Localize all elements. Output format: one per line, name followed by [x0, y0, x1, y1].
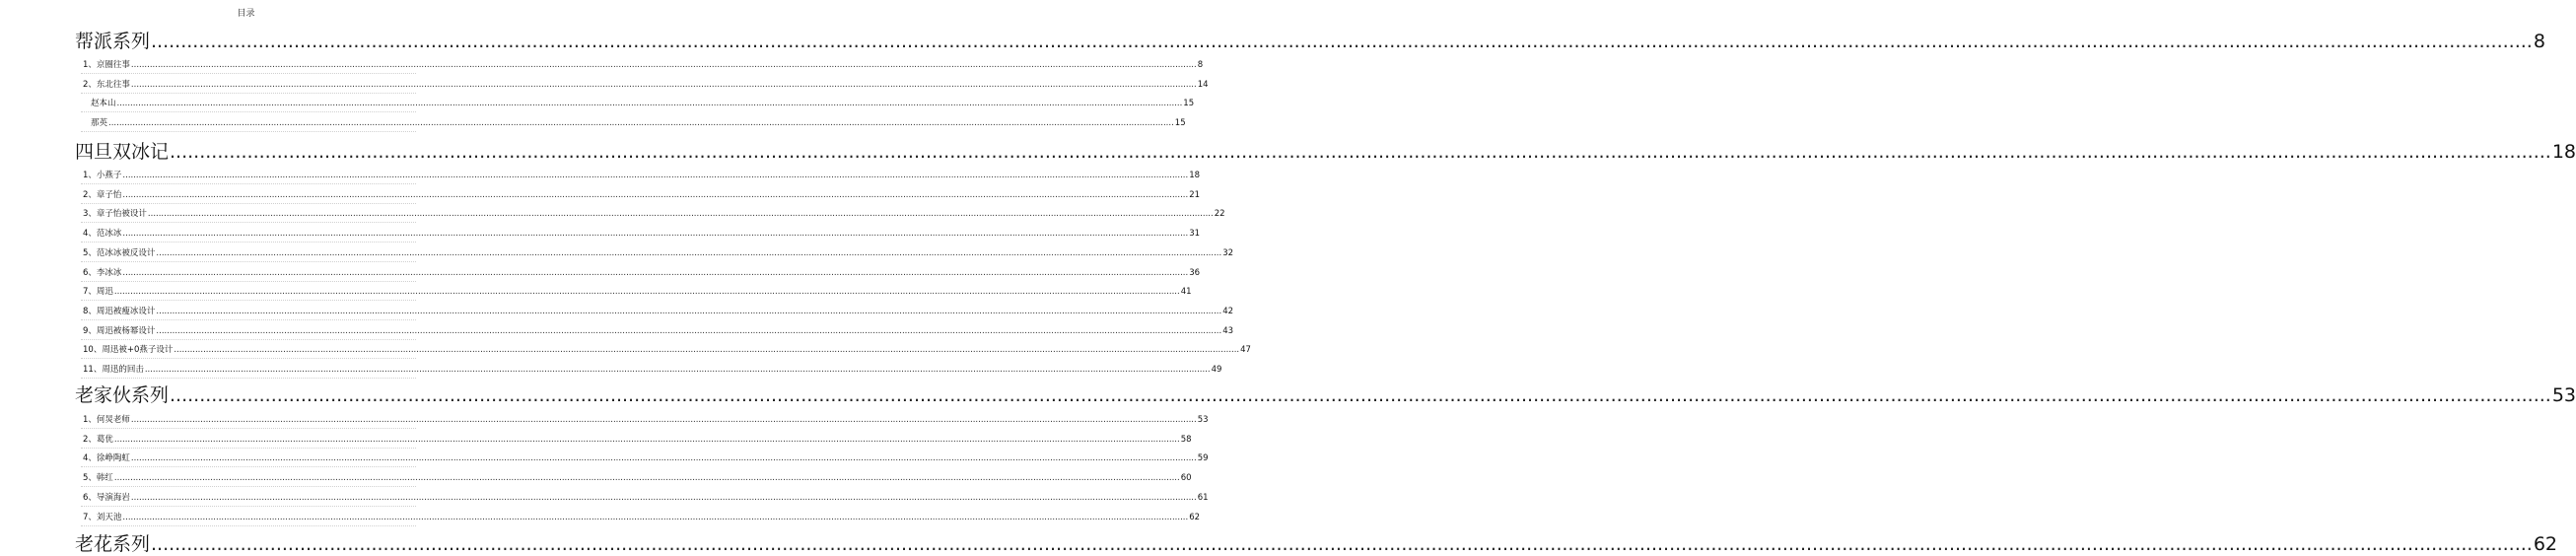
toc-entry-label: 5、范冰冰被反设计	[83, 247, 156, 258]
row-separator	[81, 300, 416, 301]
toc-entry-label: 3、章子怡被设计	[83, 209, 147, 220]
page-number: 18	[2551, 141, 2576, 163]
dot-leader: ................................................................................................................................................................................................................................................................................................................................................................................................................	[170, 141, 2551, 163]
toc-entry[interactable]	[83, 227, 1201, 241]
page-header: 目录	[237, 9, 255, 19]
page-number: 53	[1197, 415, 1209, 425]
row-separator	[81, 261, 416, 262]
toc-entry[interactable]	[83, 413, 1209, 427]
page-number: 59	[1197, 453, 1209, 464]
toc-entry-label: 2、东北往事	[83, 79, 130, 90]
toc-entry[interactable]	[83, 246, 1234, 260]
row-separator	[81, 131, 416, 132]
dot-leader: ................................................................................................................................................................................................................................................................................................................................................................................................................	[174, 345, 1240, 356]
toc-entry[interactable]	[83, 305, 1234, 318]
page-number: 42	[1222, 306, 1234, 316]
toc-entry-label: 1、京圈往事	[83, 60, 130, 70]
toc-entry[interactable]	[83, 363, 1222, 377]
page-number: 53	[2551, 384, 2576, 406]
toc-entry[interactable]	[83, 285, 1192, 299]
toc-entry-label: 那英	[91, 118, 108, 129]
toc-entry-label: 1、何炅老师	[83, 415, 130, 425]
dot-leader: ................................................................................................................................................................................................................................................................................................................................................................................................................	[156, 325, 1222, 336]
dot-leader: ................................................................................................................................................................................................................................................................................................................................................................................................................	[130, 492, 1197, 503]
toc-section-title: 四旦双冰记	[75, 141, 170, 163]
row-separator	[81, 525, 416, 526]
toc-entry-label: 4、范冰冰	[83, 229, 122, 240]
dot-leader: ................................................................................................................................................................................................................................................................................................................................................................................................................	[170, 384, 2551, 406]
toc-entry-label: 1、小燕子	[83, 171, 122, 180]
page-number: 8	[1197, 60, 1204, 70]
row-separator	[81, 183, 416, 184]
toc-entry[interactable]	[83, 491, 1209, 505]
row-separator	[81, 73, 416, 74]
toc-entry-label: 赵本山	[91, 99, 116, 109]
dot-leader: ................................................................................................................................................................................................................................................................................................................................................................................................................	[156, 247, 1222, 258]
dot-leader: ................................................................................................................................................................................................................................................................................................................................................................................................................	[122, 189, 1189, 200]
dot-leader: ................................................................................................................................................................................................................................................................................................................................................................................................................	[122, 229, 1189, 240]
page-number: 62	[1189, 512, 1201, 522]
row-separator	[81, 378, 416, 379]
toc-entry-label: 8、周迅被瘦冰设计	[83, 306, 156, 316]
dot-leader: ................................................................................................................................................................................................................................................................................................................................................................................................................	[130, 60, 1197, 70]
toc-section-entry[interactable]	[75, 137, 2576, 163]
row-separator	[81, 358, 416, 359]
row-separator	[81, 486, 416, 487]
row-separator	[81, 111, 416, 112]
toc-entry[interactable]	[83, 471, 1192, 485]
toc-entry-label: 2、章子怡	[83, 189, 122, 200]
page-number: 43	[1222, 325, 1234, 336]
toc-section-entry[interactable]	[75, 381, 2576, 406]
dot-leader: ................................................................................................................................................................................................................................................................................................................................................................................................................	[122, 171, 1189, 180]
toc-entry[interactable]	[83, 266, 1201, 280]
page-number: 8	[2533, 31, 2545, 52]
toc-entry-label: 7、周迅	[83, 287, 113, 298]
toc-entry[interactable]	[91, 97, 1195, 110]
row-separator	[81, 319, 416, 320]
dot-leader: ................................................................................................................................................................................................................................................................................................................................................................................................................	[156, 306, 1222, 316]
row-separator	[81, 506, 416, 507]
page-number: 15	[1183, 99, 1195, 109]
dot-leader: ................................................................................................................................................................................................................................................................................................................................................................................................................	[130, 415, 1197, 425]
dot-leader: ................................................................................................................................................................................................................................................................................................................................................................................................................	[113, 434, 1180, 445]
page-number: 22	[1214, 209, 1225, 220]
dot-leader: ................................................................................................................................................................................................................................................................................................................................................................................................................	[151, 31, 2533, 52]
page-number: 61	[1197, 492, 1209, 503]
toc-entry-label: 9、周迅被杨幂设计	[83, 325, 156, 336]
toc-entry[interactable]	[83, 452, 1209, 465]
toc-section-title: 老花系列	[75, 533, 151, 555]
toc-entry[interactable]	[83, 343, 1251, 357]
page-number: 15	[1174, 118, 1186, 129]
toc-section-entry[interactable]	[75, 27, 2545, 52]
dot-leader: ................................................................................................................................................................................................................................................................................................................................................................................................................	[130, 453, 1197, 464]
dot-leader: ................................................................................................................................................................................................................................................................................................................................................................................................................	[108, 118, 1174, 129]
toc-entry[interactable]	[83, 433, 1192, 447]
row-separator	[81, 466, 416, 467]
dot-leader: ................................................................................................................................................................................................................................................................................................................................................................................................................	[147, 209, 1214, 220]
toc-section-title: 帮派系列	[75, 31, 151, 52]
row-separator	[81, 448, 416, 449]
dot-leader: ................................................................................................................................................................................................................................................................................................................................................................................................................	[122, 512, 1189, 522]
dot-leader: ................................................................................................................................................................................................................................................................................................................................................................................................................	[151, 533, 2533, 555]
toc-entry[interactable]	[91, 116, 1186, 130]
row-separator	[81, 242, 416, 243]
row-separator	[81, 222, 416, 223]
row-separator	[81, 428, 416, 429]
page-number: 32	[1222, 247, 1234, 258]
toc-entry-label: 6、李冰冰	[83, 267, 122, 278]
page-number: 31	[1189, 229, 1201, 240]
dot-leader: ................................................................................................................................................................................................................................................................................................................................................................................................................	[116, 99, 1183, 109]
toc-entry[interactable]	[83, 169, 1201, 182]
toc-entry[interactable]	[83, 511, 1201, 524]
toc-entry-label: 10、周迅被+0燕子设计	[83, 345, 174, 356]
toc-entry[interactable]	[83, 188, 1201, 202]
toc-entry[interactable]	[83, 324, 1234, 338]
toc-section-entry[interactable]	[75, 529, 2558, 555]
page-number: 36	[1189, 267, 1201, 278]
dot-leader: ................................................................................................................................................................................................................................................................................................................................................................................................................	[113, 287, 1180, 298]
row-separator	[81, 339, 416, 340]
dot-leader: ................................................................................................................................................................................................................................................................................................................................................................................................................	[113, 473, 1180, 484]
page-number: 14	[1197, 79, 1209, 90]
dot-leader: ................................................................................................................................................................................................................................................................................................................................................................................................................	[130, 79, 1197, 90]
page-number: 62	[2533, 533, 2558, 555]
toc-entry[interactable]	[83, 58, 1204, 72]
toc-entry-label: 6、导演海岩	[83, 492, 130, 503]
toc-entry-label: 2、葛优	[83, 434, 113, 445]
toc-entry-label: 11、周迅的回击	[83, 365, 144, 375]
row-separator	[81, 281, 416, 282]
dot-leader: ................................................................................................................................................................................................................................................................................................................................................................................................................	[144, 365, 1211, 375]
toc-entry-label: 5、韩红	[83, 473, 113, 484]
page-number: 47	[1240, 345, 1251, 356]
toc-entry[interactable]	[83, 207, 1225, 221]
row-separator	[81, 93, 416, 94]
dot-leader: ................................................................................................................................................................................................................................................................................................................................................................................................................	[122, 267, 1189, 278]
row-separator	[81, 203, 416, 204]
page-number: 21	[1189, 189, 1201, 200]
page-number: 60	[1180, 473, 1192, 484]
page-number: 49	[1211, 365, 1222, 375]
page-number: 18	[1189, 171, 1201, 180]
toc-entry-label: 7、刘天池	[83, 512, 122, 522]
page-number: 58	[1180, 434, 1192, 445]
toc-entry-label: 4、徐峥陶虹	[83, 453, 130, 464]
toc-section-title: 老家伙系列	[75, 384, 170, 406]
toc-entry[interactable]	[83, 78, 1209, 92]
page-number: 41	[1180, 287, 1192, 298]
